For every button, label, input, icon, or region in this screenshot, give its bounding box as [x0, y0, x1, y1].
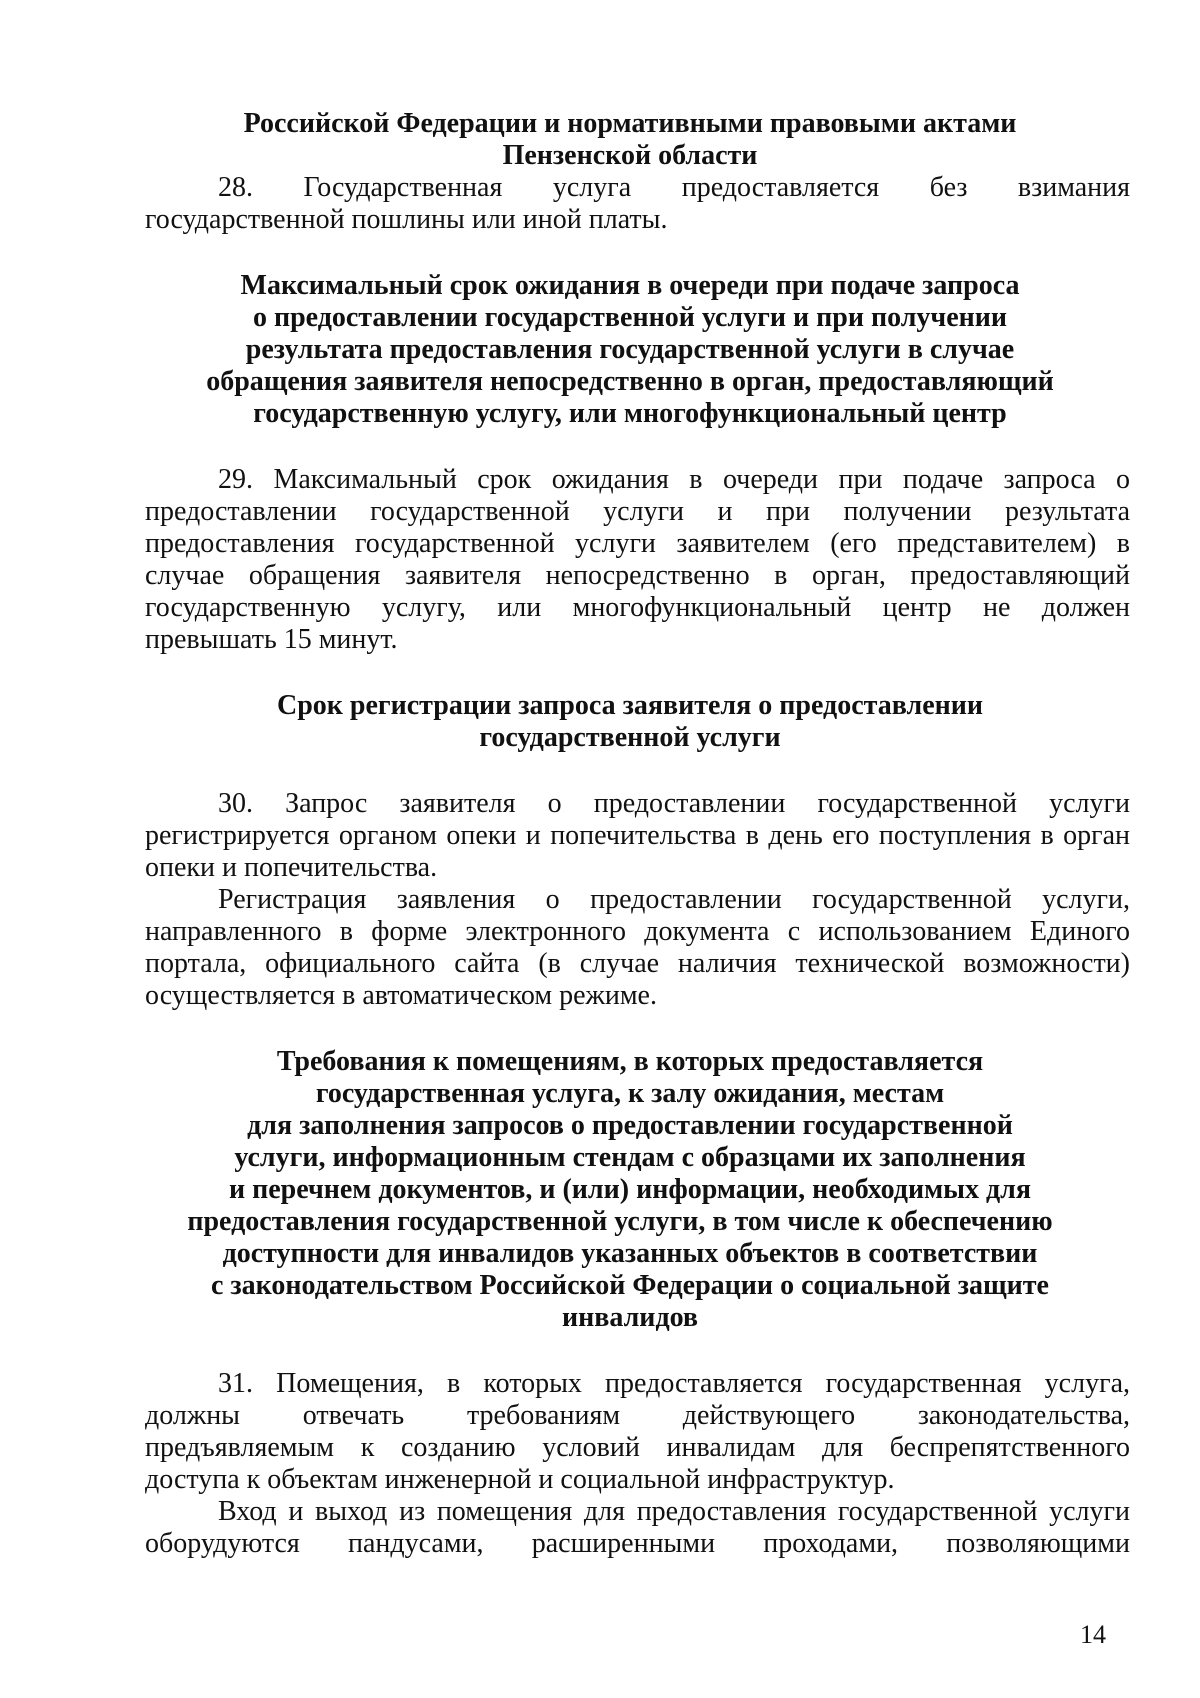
paragraph-entry-line: оборудуются пандусами, расширенными проходами, позволяющими [145, 1528, 1130, 1559]
paragraph-31-line: доступа к объектам инженерной и социальной инфраструктур. [145, 1464, 895, 1495]
paragraph-31-line: должны отвечать требованиям действующего законодательства, [145, 1400, 1130, 1431]
heading-wait-line: о предоставлении государственной услуги и при получении [252, 302, 1008, 333]
heading-premises-line: инвалидов [561, 1302, 699, 1333]
paragraph-29-line: 29. Максимальный срок ожидания в очереди при подаче запроса о [218, 464, 1130, 495]
paragraph-31-line: 31. Помещения, в которых предоставляется государственная услуга, [218, 1368, 1130, 1399]
heading-wait-line: обращения заявителя непосредственно в орган, предоставляющий [206, 366, 1054, 397]
paragraph-28-line: 28. Государственная услуга предоставляется без взимания [218, 172, 1130, 203]
heading-line: Российской Федерации и нормативными правовыми актами [243, 108, 1017, 139]
heading-wait-line: государственную услугу, или многофункциональный центр [253, 398, 1007, 429]
paragraph-30-line: 30. Запрос заявителя о предоставлении государственной услуги [218, 788, 1130, 819]
paragraph-29-line: предоставлении государственной услуги и при получении результата [145, 496, 1130, 527]
paragraph-registration-line: Регистрация заявления о предоставлении государственной услуги, [218, 884, 1130, 915]
paragraph-30-line: регистрируется органом опеки и попечительства в день его поступления в орган [145, 820, 1130, 851]
heading-premises-line: Требования к помещениям, в которых предоставляется [276, 1046, 984, 1077]
paragraph-registration-line: осуществляется в автоматическом режиме. [145, 980, 657, 1011]
paragraph-29-line: случае обращения заявителя непосредственно в орган, предоставляющий [145, 560, 1130, 591]
heading-line: Пензенской области [502, 140, 758, 171]
heading-wait-line: результата предоставления государственной услуги в случае [245, 334, 1015, 365]
heading-premises-line: с законодательством Российской Федерации о социальной защите [210, 1270, 1049, 1301]
paragraph-entry-line: Вход и выход из помещения для предоставления государственной услуги [218, 1496, 1130, 1527]
paragraph-29-line: предоставления государственной услуги заявителем (его представителем) в [145, 528, 1130, 559]
heading-registration-line: государственной услуги [479, 722, 781, 753]
paragraph-registration-line: портала, официального сайта (в случае наличия технической возможности) [145, 948, 1130, 979]
paragraph-registration-line: направленного в форме электронного документа с использованием Единого [145, 916, 1130, 947]
heading-premises-line: для заполнения запросов о предоставлении государственной [247, 1110, 1013, 1141]
paragraph-31-line: предъявляемым к созданию условий инвалидам для беспрепятственного [145, 1432, 1130, 1463]
heading-wait-line: Максимальный срок ожидания в очереди при подаче запроса [240, 270, 1020, 301]
heading-premises-line: и перечнем документов, и (или) информации, необходимых для [228, 1174, 1032, 1205]
page-number: 14 [1080, 1620, 1106, 1649]
heading-registration-line: Срок регистрации запроса заявителя о предоставлении [276, 690, 984, 721]
heading-premises-line: государственная услуга, к залу ожидания, местам [315, 1078, 945, 1109]
heading-premises-line: предоставления государственной услуги, в том числе к обеспечению [187, 1206, 1053, 1237]
heading-premises-line: доступности для инвалидов указанных объектов в соответствии [222, 1238, 1038, 1269]
paragraph-28-line: государственной пошлины или иной платы. [145, 204, 668, 235]
heading-premises-line: услуги, информационным стендам с образцами их заполнения [234, 1142, 1026, 1173]
paragraph-30-line: опеки и попечительства. [145, 852, 438, 883]
paragraph-29-line: государственную услугу, или многофункциональный центр не должен [145, 592, 1130, 623]
paragraph-29-line: превышать 15 минут. [145, 624, 398, 655]
